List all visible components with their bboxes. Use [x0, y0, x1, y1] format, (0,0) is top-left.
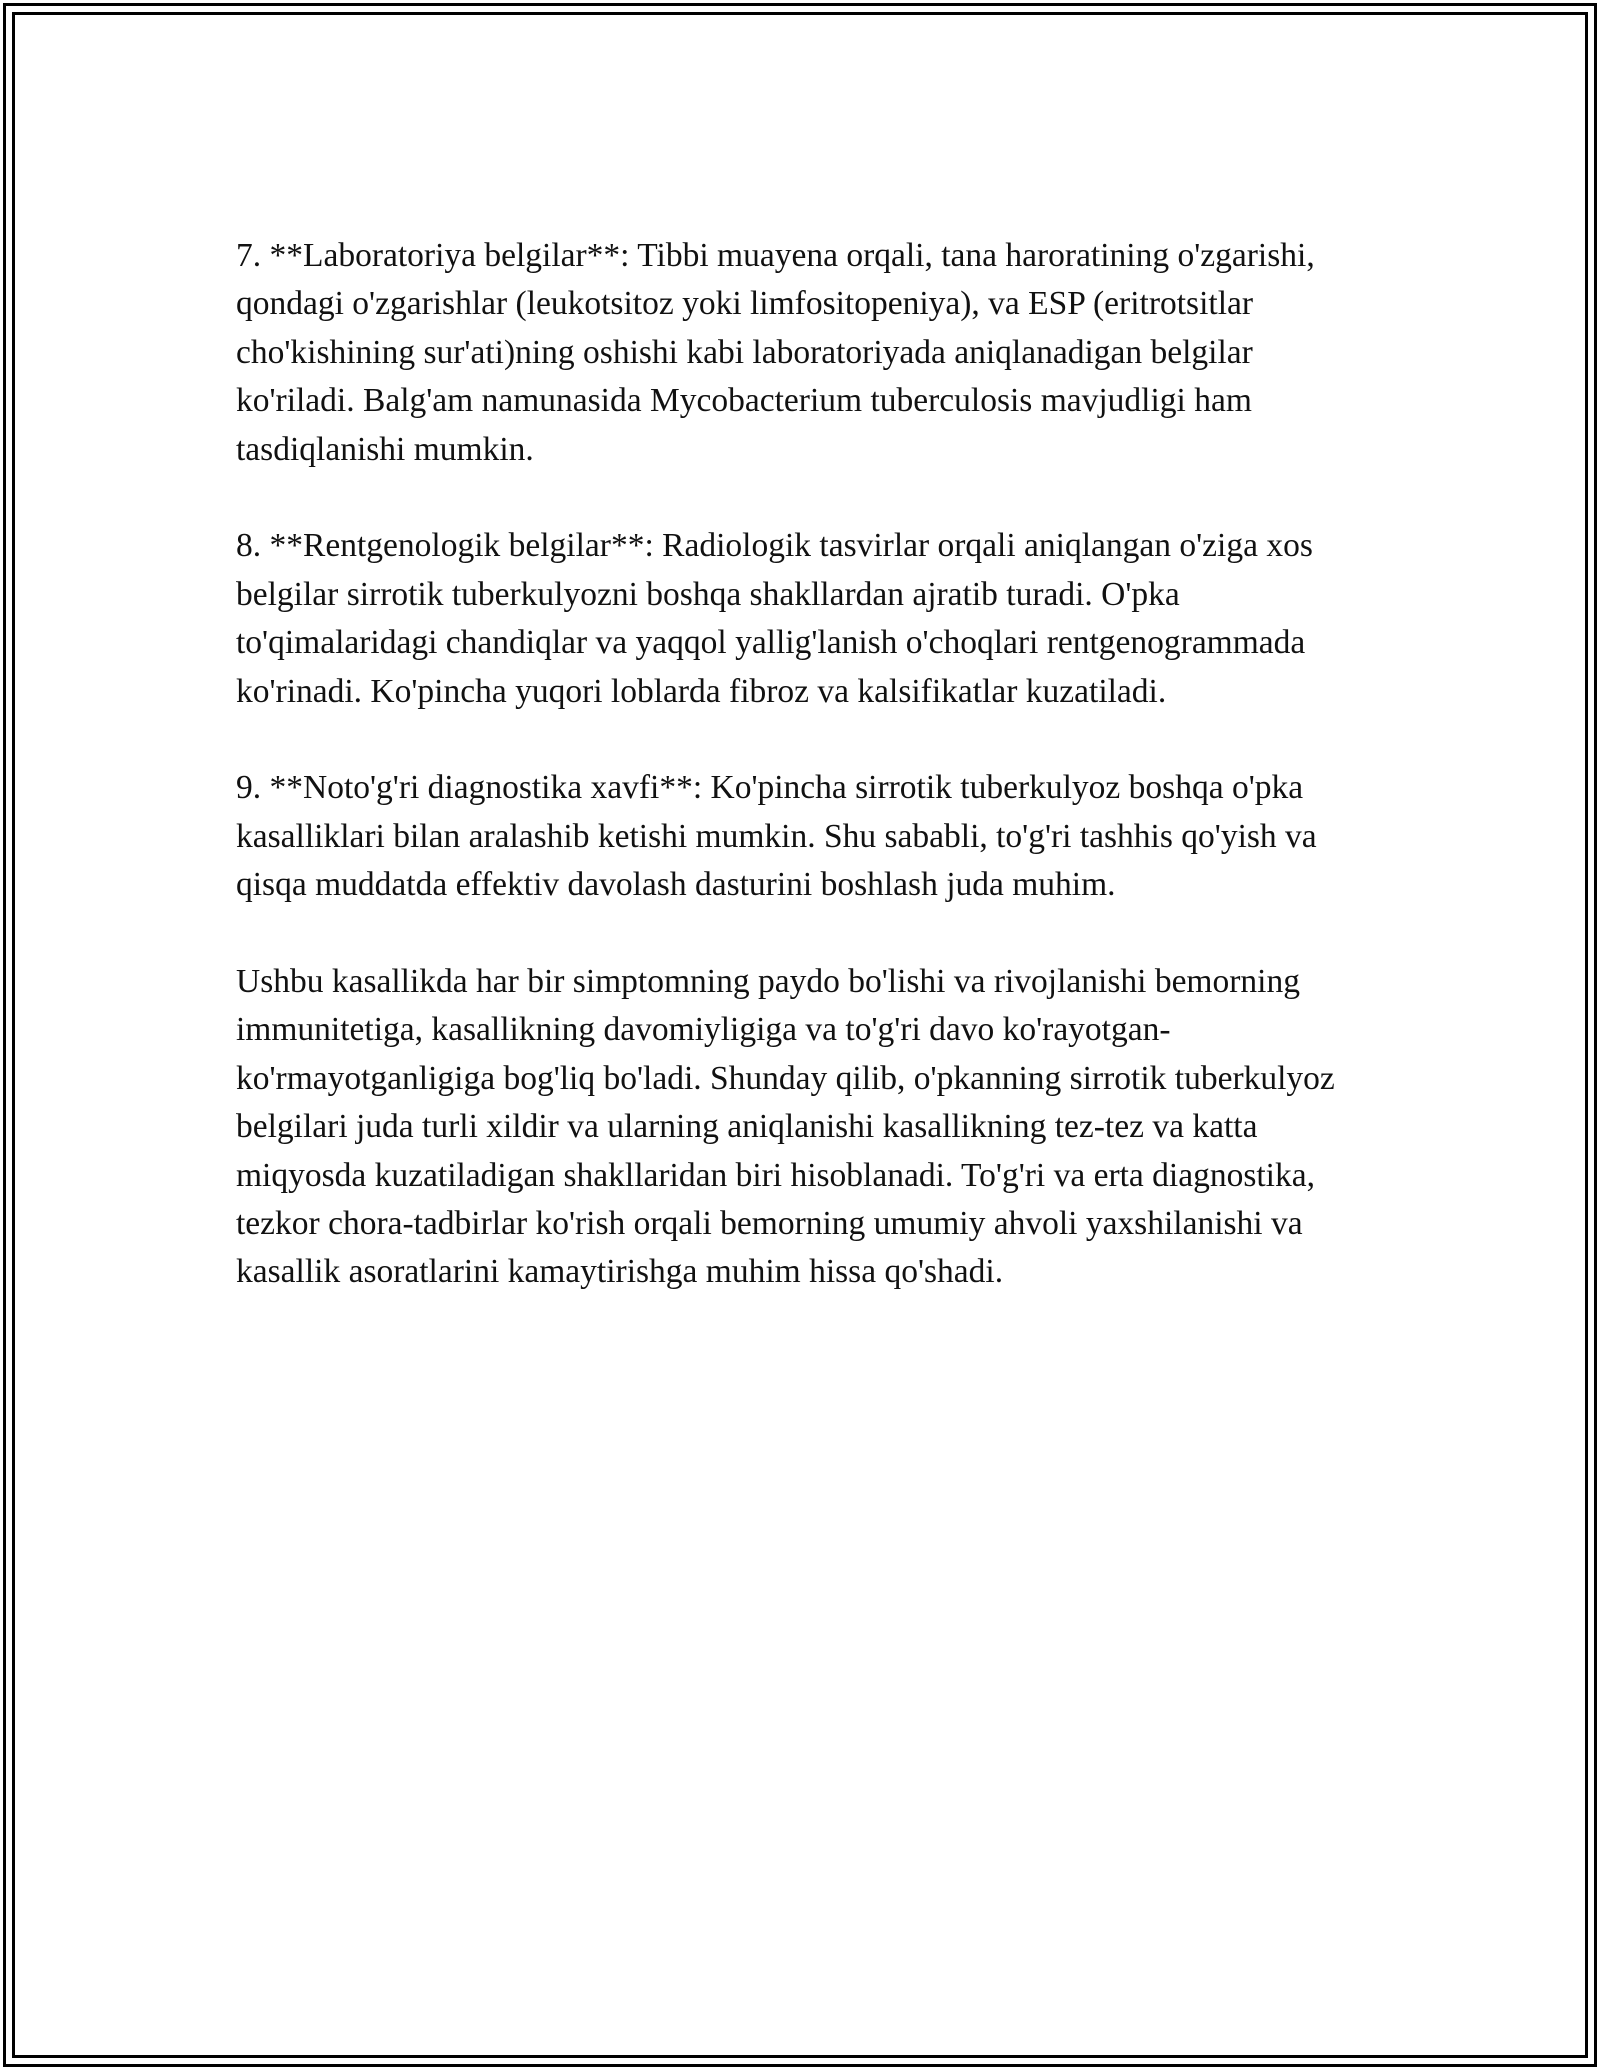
paragraph-conclusion: Ushbu kasallikda har bir simptomning paydo bo'lishi va rivojlanishi bemorning immunitetiga, kasallikning davomiyligiga va to'g'ri davo ko'rayotgan-ko'rmayotganligiga bog'liq bo'ladi. Shunday qilib, o'pkanning sirrotik tuberkulyoz belgilari juda turli xildir va ularning aniqlanishi kasallikning tez-tez va katta miqyosda kuzatiladigan shakllaridan biri hisoblanadi. To'g'ri va erta diagnostika, tezkor chora-tadbirlar ko'rish orqali bemorning umumiy ahvoli yaxshilanishi va kasallik asoratlarini kamaytirishga muhim hissa qo'shadi.	[236, 963, 1335, 1291]
paragraph-radiological-signs: 8. **Rentgenologik belgilar**: Radiologik tasvirlar orqali aniqlangan o'ziga xos belgilar sirrotik tuberkulyozni boshqa shakllardan ajratib turadi. O'pka to'qimalaridagi chandiqlar va yaqqol yallig'lanish o'choqlari rentgenogrammada ko'rinadi. Ko'pincha yuqori loblarda fibroz va kalsifikatlar kuzatiladi.	[236, 527, 1313, 710]
paragraph-misdiagnosis-risk: 9. **Noto'g'ri diagnostika xavfi**: Ko'pincha sirrotik tuberkulyoz boshqa o'pka kasalliklari bilan aralashib ketishi mumkin. Shu sababli, to'g'ri tashhis qo'yish va qisqa muddatda effektiv davolash dasturini boshlash juda muhim.	[236, 769, 1317, 904]
document-body	[236, 232, 1372, 1297]
paragraph-laboratory-signs: 7. **Laboratoriya belgilar**: Tibbi muayena orqali, tana haroratining o'zgarishi, qondagi o'zgarishlar (leukotsitoz yoki limfositopeniya), va ESP (eritrotsitlar cho'kishining sur'ati)ning oshishi kabi laboratoriyada aniqlanadigan belgilar ko'riladi. Balg'am namunasida Mycobacterium tuberculosis mavjudligi ham tasdiqlanishi mumkin.	[236, 237, 1315, 468]
